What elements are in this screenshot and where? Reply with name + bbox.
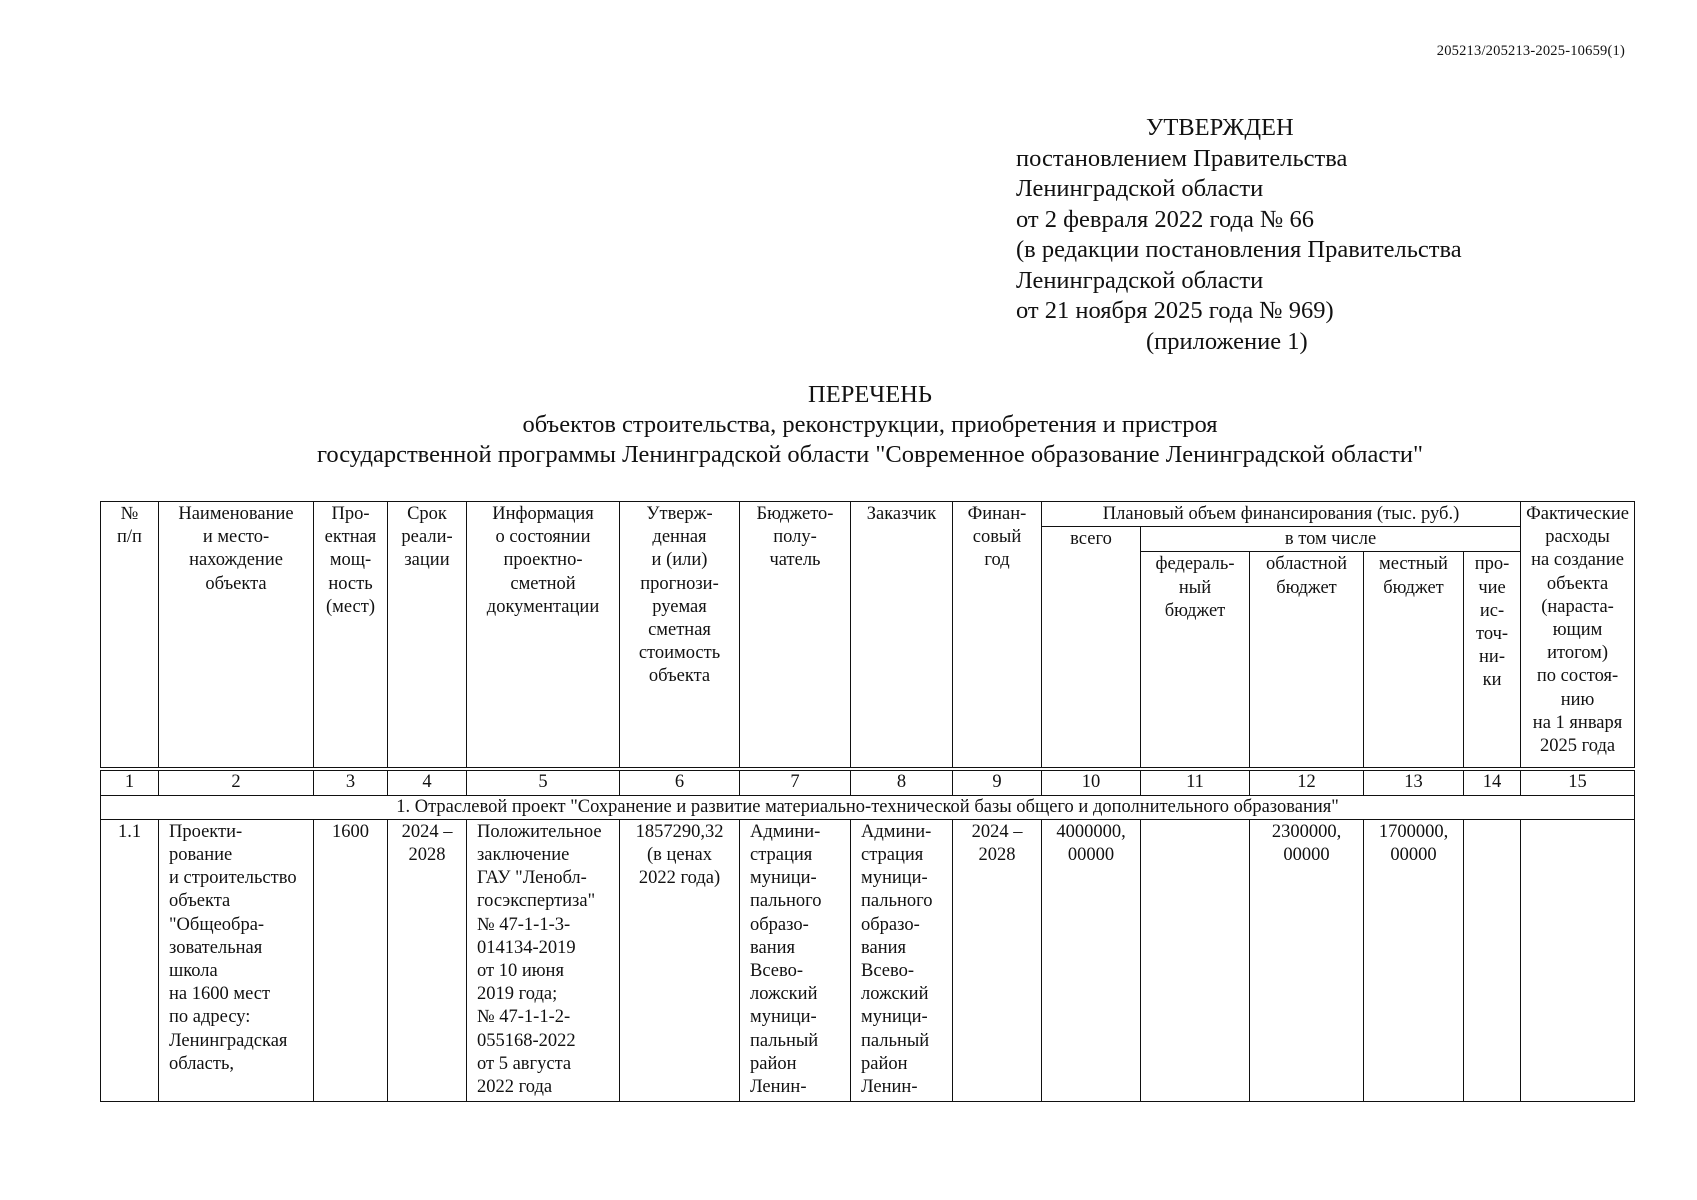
document-number: 205213/205213-2025-10659(1)	[1436, 43, 1625, 59]
title-main: ПЕРЕЧЕНЬ	[808, 381, 932, 408]
approval-line: постановлением Правительства	[1016, 144, 1348, 172]
column-number: 15	[1521, 769, 1635, 795]
approval-line: от 21 ноября 2025 года № 969)	[1016, 297, 1334, 324]
header-cost: Утверж- денная и (или) прогнози- руемая сметная стоимость объекта	[620, 502, 740, 770]
column-number: 14	[1464, 769, 1521, 795]
table-row	[101, 819, 1635, 1101]
object-customer: Админи- страция муници- пального образо- вания Всево- ложский муници- пальный район Ленин-	[851, 819, 953, 1101]
section-title: 1. Отраслевой проект "Сохранение и развитие материально-технической базы общего и дополнительного образования"	[101, 795, 1635, 819]
document-title	[0, 380, 1697, 470]
column-number: 4	[388, 769, 467, 795]
column-number: 9	[953, 769, 1042, 795]
approval-line: (в редакции постановления Правительства	[1016, 236, 1462, 263]
object-fin-year: 2024 – 2028	[953, 819, 1042, 1101]
column-number-row	[101, 769, 1635, 795]
object-capacity: 1600	[314, 819, 388, 1101]
approval-heading: УТВЕРЖДЕН	[1146, 114, 1294, 141]
header-local: местный бюджет	[1364, 552, 1464, 770]
column-number: 6	[620, 769, 740, 795]
column-number: 12	[1250, 769, 1364, 795]
header-row	[101, 502, 1635, 527]
object-regional: 2300000, 00000	[1250, 819, 1364, 1101]
object-actual	[1521, 819, 1635, 1101]
approval-appendix: (приложение 1)	[1146, 327, 1308, 355]
header-regional: областной бюджет	[1250, 552, 1364, 770]
approval-line: Ленинградской области	[1016, 266, 1264, 294]
column-number: 11	[1141, 769, 1250, 795]
object-period: 2024 – 2028	[388, 819, 467, 1101]
column-number: 8	[851, 769, 953, 795]
column-number: 1	[101, 769, 159, 795]
header-name: Наименование и место- нахождение объекта	[159, 502, 314, 770]
column-number: 3	[314, 769, 388, 795]
header-other: про- чие ис- точ- ни- ки	[1464, 552, 1521, 770]
column-number: 2	[159, 769, 314, 795]
approval-stamp	[1016, 113, 1462, 357]
object-recipient: Админи- страция муници- пального образо- вания Всево- ложский муници- пальный район Ленин-	[740, 819, 851, 1101]
object-local: 1700000, 00000	[1364, 819, 1464, 1101]
header-capacity: Про- ектная мощ- ность (мест)	[314, 502, 388, 770]
object-name: Проекти- рование и строительство объекта "Общеобра- зовательная школа на 1600 мест по адресу: Ленинградская область,	[159, 819, 314, 1101]
header-fin-year: Финан- совый год	[953, 502, 1042, 770]
object-cost: 1857290,32 (в ценах 2022 года)	[620, 819, 740, 1101]
approval-line: от 2 февраля 2022 года № 66	[1016, 205, 1314, 233]
object-other	[1464, 819, 1521, 1101]
title-line: объектов строительства, реконструкции, приобретения и пристроя	[522, 411, 1218, 438]
title-line: государственной программы Ленинградской области "Современное образование Ленинградской области"	[316, 441, 1424, 468]
section-row	[101, 795, 1635, 819]
column-number: 5	[467, 769, 620, 795]
header-period: Срок реали- зации	[388, 502, 467, 770]
row-number: 1.1	[101, 819, 159, 1101]
header-incl-group: в том числе	[1141, 527, 1521, 552]
header-customer: Заказчик	[851, 502, 953, 770]
column-number: 7	[740, 769, 851, 795]
column-number: 10	[1042, 769, 1141, 795]
column-number: 13	[1364, 769, 1464, 795]
header-recipient: Бюджето- полу- чатель	[740, 502, 851, 770]
header-num: № п/п	[101, 502, 159, 770]
object-total: 4000000, 00000	[1042, 819, 1141, 1101]
header-plan-group: Плановый объем финансирования (тыс. руб.)	[1042, 502, 1521, 527]
approval-line: Ленинградской области	[1016, 175, 1264, 202]
object-psd-info: Положительное заключение ГАУ "Ленобл- госэкспертиза" № 47-1-1-3- 014134-2019 от 10 июня 2019 года; № 47-1-1-2- 055168-2022 от 5 августа 2022 года	[467, 819, 620, 1101]
objects-table	[100, 501, 1635, 1102]
header-total: всего	[1042, 527, 1141, 770]
object-federal	[1141, 819, 1250, 1101]
header-psd-info: Информация о состоянии проектно- сметной документации	[467, 502, 620, 770]
header-federal: федераль- ный бюджет	[1141, 552, 1250, 770]
header-actual: Фактические расходы на создание объекта (нараста- ющим итогом) по состоя- нию на 1 января 2025 года	[1521, 502, 1635, 770]
